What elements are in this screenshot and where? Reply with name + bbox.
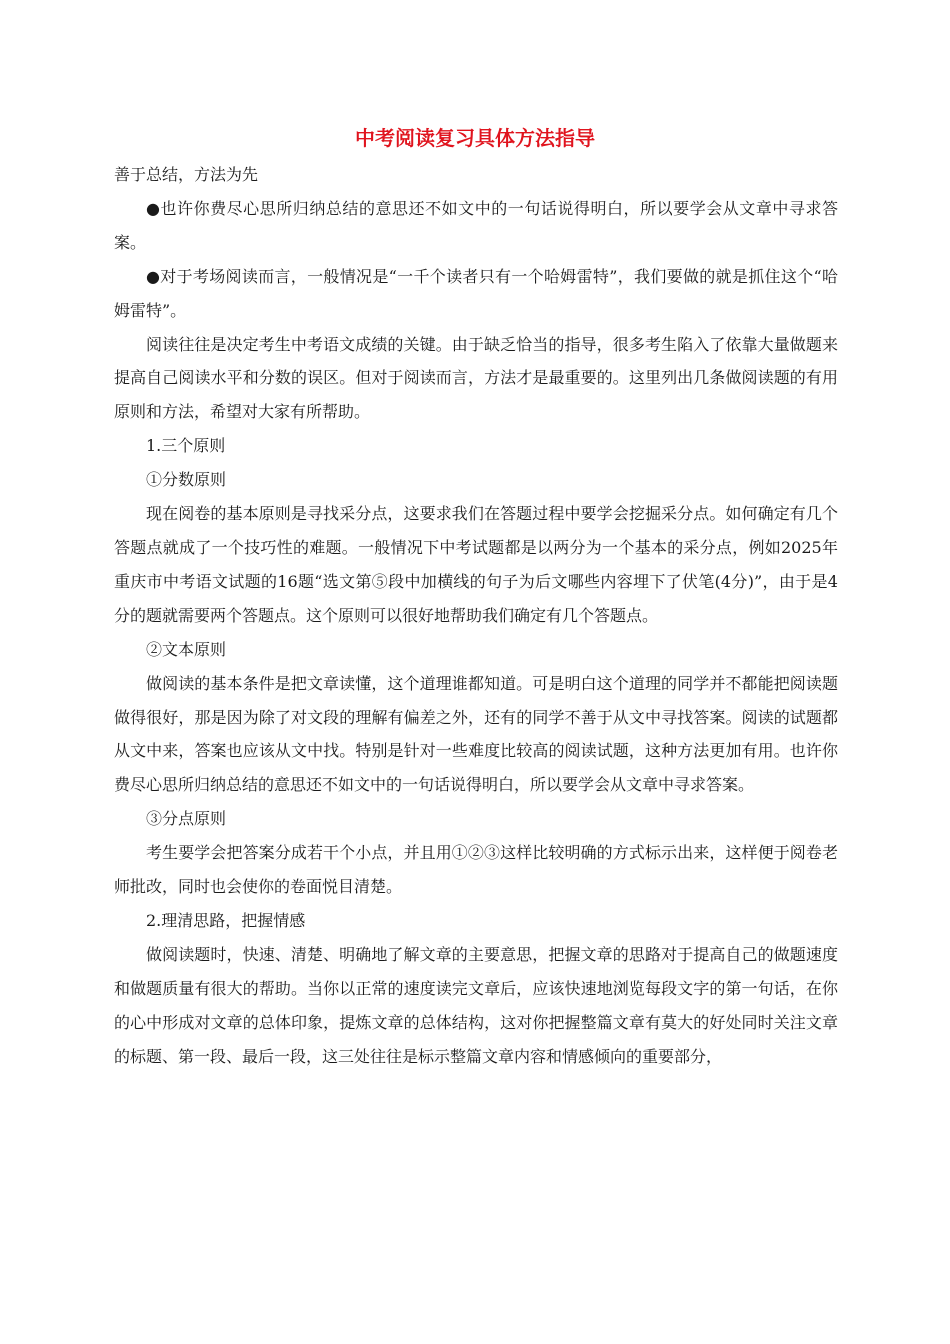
subsection-heading: ③分点原则 xyxy=(146,809,227,829)
subsection-heading: ①分数原则 xyxy=(146,470,227,490)
body-paragraph: 现在阅卷的基本原则是寻找采分点，这要求我们在答题过程中要学会挖掘采分点。如何确定有几个答题点就成了一个技巧性的难题。一般情况下中考试题都是以两分为一个基本的采分点，例如2025年重庆市中考语文试题的16题“选文第⑤段中加横线的句子为后文哪些内容埋下了伏笔(4分)”，由于是4分的题就需要两个答题点。这个原则可以很好地帮助我们确定有几个答题点。 xyxy=(114,504,838,625)
body-paragraph: 做阅读题时，快速、清楚、明确地了解文章的主要意思，把握文章的思路对于提高自己的做题速度和做题质量有很大的帮助。当你以正常的速度读完文章后，应该快速地浏览每段文字的第一句话，在你的心中形成对文章的总体印象，提炼文章的总体结构，这对你把握整篇文章有莫大的好处同时关注文章的标题、第一段、最后一段，这三处往往是标示整篇文章内容和情感倾向的重要部分， xyxy=(114,944,838,1066)
body-paragraph: 做阅读的基本条件是把文章读懂，这个道理谁都知道。可是明白这个道理的同学并不都能把阅读题做得很好，那是因为除了对文段的理解有偏差之外，还有的同学不善于从文中寻找答案。阅读的试题都从文中来，答案也应该从文中找。特别是针对一些难度比较高的阅读试题，这种方法更加有用。也许你费尽心思所归纳总结的意思还不如文中的一句话说得明白，所以要学会从文章中寻求答案。 xyxy=(114,673,838,795)
bullet-paragraph: ●也许你费尽心思所归纳总结的意思还不如文中的一句话说得明白，所以要学会从文章中寻求答案。 xyxy=(114,198,838,252)
body-paragraph: 考生要学会把答案分成若干个小点，并且用①②③这样比较明确的方式标示出来，这样便于阅卷老师批改，同时也会使你的卷面悦目清楚。 xyxy=(114,843,838,897)
document-title: 中考阅读复习具体方法指导 xyxy=(355,126,595,150)
section-heading: 2.理清思路，把握情感 xyxy=(146,910,306,930)
body-paragraph: 阅读往往是决定考生中考语文成绩的关键。由于缺乏恰当的指导，很多考生陷入了依靠大量做题来提高自己阅读水平和分数的误区。但对于阅读而言，方法才是最重要的。这里列出几条做阅读题的有用原则和方法，希望对大家有所帮助。 xyxy=(114,334,838,422)
section-heading: 1.三个原则 xyxy=(146,436,226,456)
subsection-heading: ②文本原则 xyxy=(146,639,227,659)
bullet-paragraph: ●对于考场阅读而言，一般情况是“一千个读者只有一个哈姆雷特”，我们要做的就是抓住这个“哈姆雷特”。 xyxy=(114,266,838,320)
subtitle-line: 善于总结，方法为先 xyxy=(114,165,259,184)
document-body xyxy=(114,158,838,1073)
